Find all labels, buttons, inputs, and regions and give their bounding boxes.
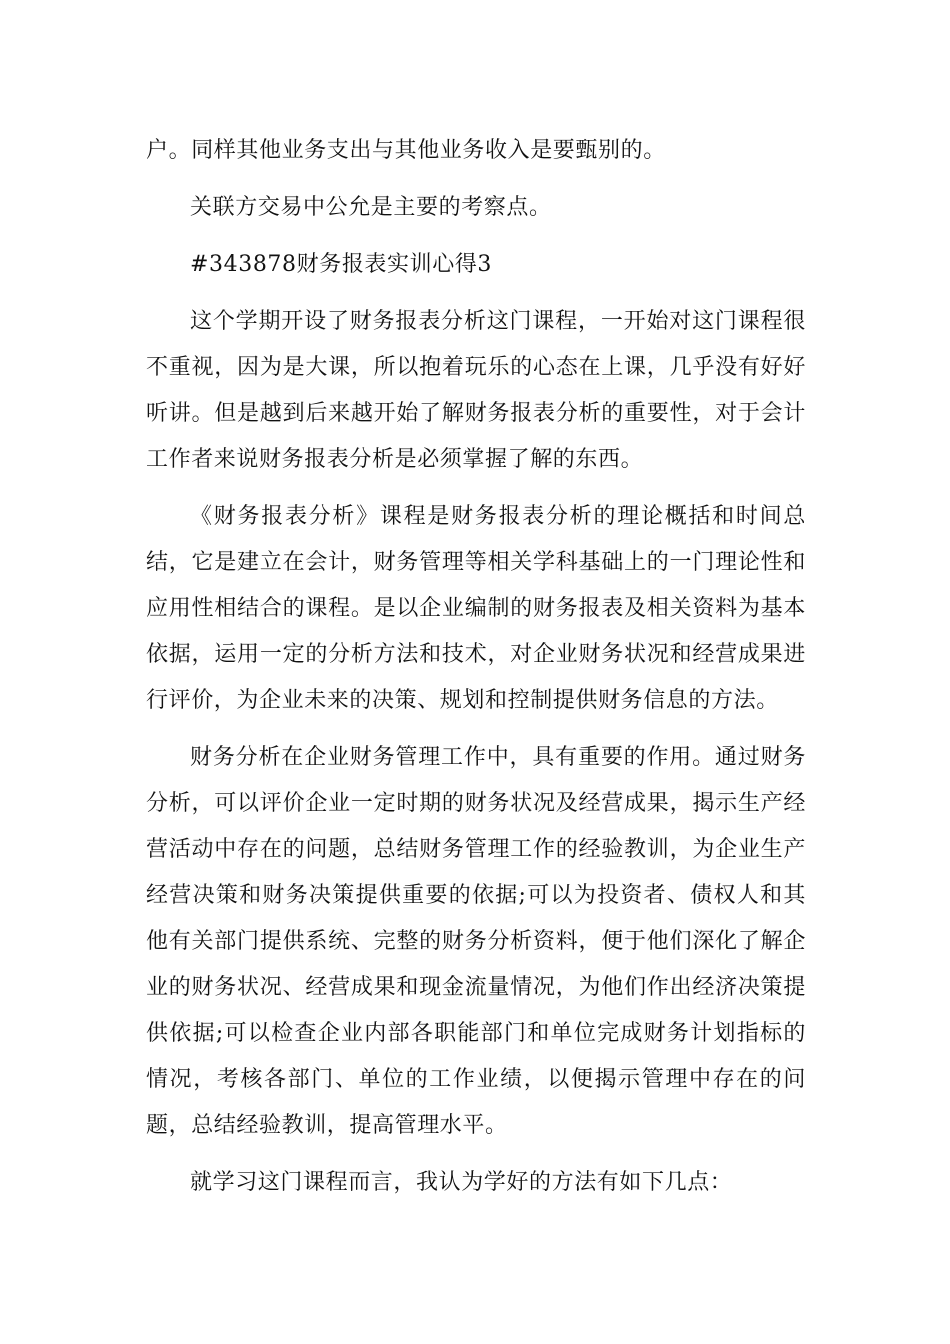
paragraph-related-party: 关联方交易中公允是主要的考察点。 <box>190 195 552 220</box>
section-heading: #343878财务报表实训心得3 <box>190 252 493 277</box>
document-body <box>146 128 806 1206</box>
paragraph-analysis-role: 财务分析在企业财务管理工作中，具有重要的作用。通过财务分析，可以评价企业一定时期的财务状况及经营成果，揭示生产经营活动中存在的问题，总结财务管理工作的经验教训，为企业生产经营决策和财务决策提供重要的依据;可以为投资者、债权人和其他有关部门提供系统、完整的财务分析资料，便于他们深化了解企业的财务状况、经营成果和现金流量情况，为他们作出经济决策提供依据;可以检查企业内部各职能部门和单位完成财务计划指标的情况，考核各部门、单位的工作业绩，以便揭示管理中存在的问题，总结经验教训，提高管理水平。 <box>146 745 806 1138</box>
paragraph-continuation: 户。同样其他业务支出与其他业务收入是要甄别的。 <box>146 138 666 163</box>
paragraph-study-method: 就学习这门课程而言，我认为学好的方法有如下几点： <box>190 1170 733 1195</box>
paragraph-course-intro: 这个学期开设了财务报表分析这门课程，一开始对这门课程很不重视，因为是大课，所以抱着玩乐的心态在上课，几乎没有好好听讲。但是越到后来越开始了解财务报表分析的重要性，对于会计工作者来说财务报表分析是必须掌握了解的东西。 <box>146 309 806 472</box>
paragraph-course-definition: 《财务报表分析》课程是财务报表分析的理论概括和时间总结，它是建立在会计，财务管理等相关学科基础上的一门理论性和应用性相结合的课程。是以企业编制的财务报表及相关资料为基本依据，运用一定的分析方法和技术，对企业财务状况和经营成果进行评价，为企业未来的决策、规划和控制提供财务信息的方法。 <box>146 504 806 713</box>
